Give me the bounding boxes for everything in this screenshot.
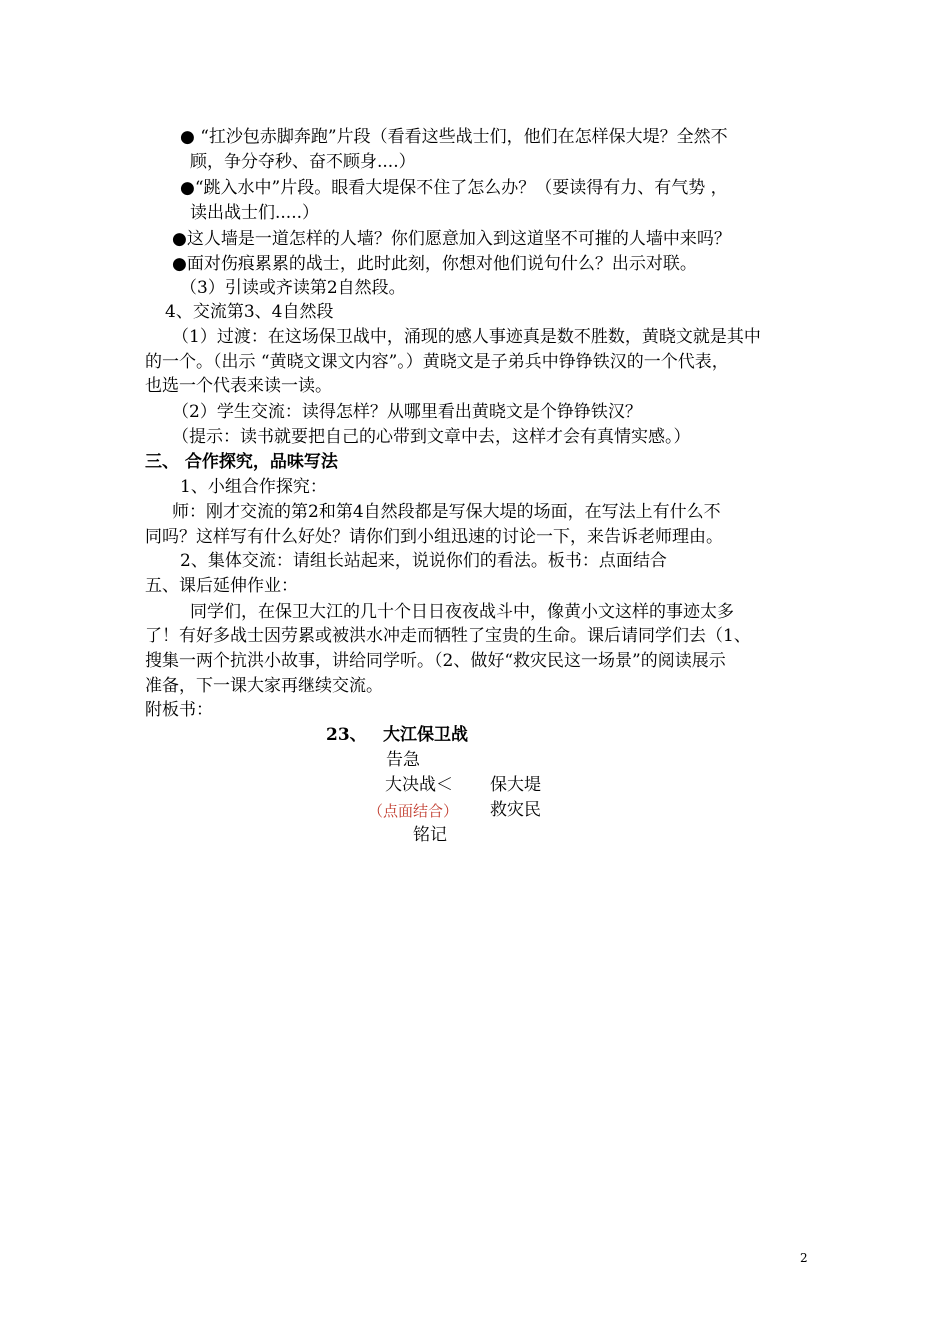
text-line: （提示：读书就要把自己的心带到文章中去，这样才会有真情实感。）	[172, 427, 691, 447]
text-line: 搜集一两个抗洪小故事，讲给同学听。（2、做好“救灾民这一场景”的阅读展示	[145, 651, 726, 671]
board-title: 大江保卫战	[383, 725, 468, 745]
text-line: 附板书：	[145, 700, 213, 720]
text-line: 顾，争分夺秒、奋不顾身....）	[190, 152, 416, 172]
text-line: ●这人墙是一道怎样的人墙？你们愿意加入到这道坚不可摧的人墙中来吗？	[172, 229, 731, 249]
section-heading: 五、课后延伸作业：	[145, 576, 298, 596]
board-item: 保大堤	[490, 775, 541, 795]
text-line: （1）过渡：在这场保卫战中，涌现的感人事迹真是数不胜数，黄晓文就是其中	[172, 327, 761, 347]
text-line: 也选一个代表来读一读。	[145, 376, 332, 396]
text-line: （3）引读或齐读第2自然段。	[180, 278, 406, 298]
text-line: 4、交流第3、4自然段	[165, 302, 334, 322]
text-line: 师：刚才交流的第2和第4自然段都是写保大堤的场面，在写法上有什么不	[172, 502, 721, 522]
board-item: 告急	[386, 750, 420, 770]
board-note: （点面结合）	[368, 802, 459, 820]
board-item: 救灾民	[490, 800, 541, 820]
section-heading: 三、 合作探究，品味写法	[145, 452, 338, 472]
text-line: ●“跳入水中”片段。眼看大堤保不住了怎么办？（要读得有力、有气势 ，	[180, 178, 728, 198]
text-line: 同学们，在保卫大江的几十个日日夜夜战斗中，像黄小文这样的事迹太多	[190, 602, 734, 622]
text-line: 1、小组合作探究：	[180, 477, 327, 497]
text-line: 读出战士们.....）	[190, 203, 320, 223]
text-line: ● “扛沙包赤脚奔跑”片段（看看这些战士们，他们在怎样保大堤？全然不	[180, 127, 728, 147]
text-line: 2、集体交流：请组长站起来，说说你们的看法。板书：点面结合	[180, 551, 667, 571]
text-line: 同吗？这样写有什么好处？请你们到小组迅速的讨论一下，来告诉老师理由。	[145, 527, 723, 547]
text-line: （2）学生交流：读得怎样？从哪里看出黄晓文是个铮铮铁汉？	[172, 402, 642, 422]
page-number: 2	[800, 1251, 808, 1265]
board-item: 铭记	[413, 825, 447, 845]
board-item: 大决战＜	[385, 775, 453, 795]
text-line: ●面对伤痕累累的战士，此时此刻，你想对他们说句什么？出示对联。	[172, 254, 697, 274]
text-line: 准备，下一课大家再继续交流。	[145, 676, 383, 696]
text-line: 了！有好多战士因劳累或被洪水冲走而牺牲了宝贵的生命。课后请同学们去（1、	[145, 626, 751, 646]
board-title-number: 23、	[326, 725, 367, 745]
text-line: 的一个。（出示 “黄晓文课文内容”。）黄晓文是子弟兵中铮铮铁汉的一个代表，	[145, 352, 729, 372]
